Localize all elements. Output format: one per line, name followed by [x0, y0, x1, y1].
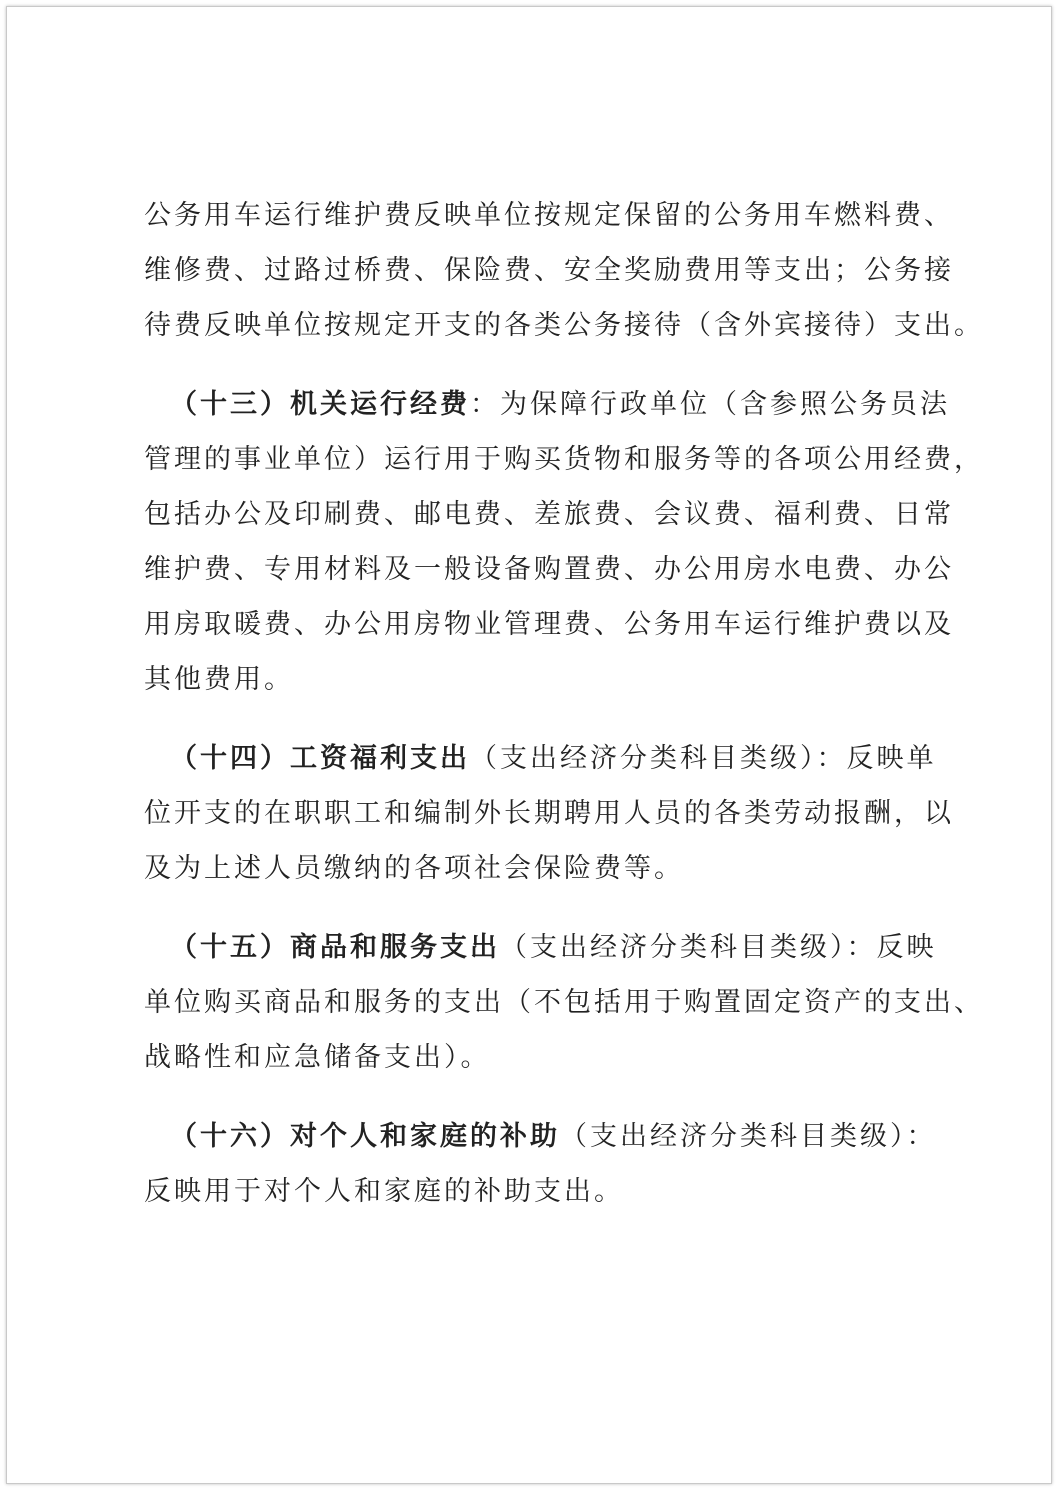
paragraph-item-14	[144, 731, 954, 896]
section-heading: （十三）机关运行经费	[170, 389, 470, 420]
text-line: 战略性和应急储备支出）。	[144, 1042, 491, 1073]
text-line: 待费反映单位按规定开支的各类公务接待（含外宾接待）支出。	[144, 310, 984, 341]
text-line: 公务用车运行维护费反映单位按规定保留的公务用车燃料费、	[144, 200, 954, 231]
document-body	[144, 188, 984, 1219]
text-line: 管理的事业单位）运行用于购买货物和服务等的各项公用经费，	[144, 444, 984, 475]
heading-continuation: （支出经济分类科目类级）：反映	[500, 932, 937, 963]
paragraph-item-16	[144, 1109, 954, 1219]
section-heading: （十六）对个人和家庭的补助	[170, 1121, 560, 1152]
section-heading: （十四）工资福利支出	[170, 743, 470, 774]
text-line: 反映用于对个人和家庭的补助支出。	[144, 1176, 624, 1207]
section-heading: （十五）商品和服务支出	[170, 932, 500, 963]
heading-continuation: （支出经济分类科目类级）：	[560, 1121, 937, 1152]
paragraph-vehicle-costs	[144, 188, 984, 353]
paragraph-item-15	[144, 920, 984, 1085]
heading-continuation: （支出经济分类科目类级）：反映单	[470, 743, 937, 774]
text-line	[144, 920, 954, 975]
text-line: 维修费、过路过桥费、保险费、安全奖励费用等支出；公务接	[144, 255, 954, 286]
text-line: 位开支的在职职工和编制外长期聘用人员的各类劳动报酬，以	[144, 798, 954, 829]
text-line: 维护费、专用材料及一般设备购置费、办公用房水电费、办公	[144, 554, 954, 585]
text-line: 及为上述人员缴纳的各项社会保险费等。	[144, 853, 684, 884]
paragraph-item-13	[144, 377, 984, 707]
heading-continuation: ：为保障行政单位（含参照公务员法	[470, 389, 950, 420]
text-line	[144, 1109, 954, 1164]
text-line	[144, 731, 954, 786]
text-line: 用房取暖费、办公用房物业管理费、公务用车运行维护费以及	[144, 609, 954, 640]
text-line: 其他费用。	[144, 664, 294, 695]
document-page	[6, 6, 1052, 1484]
text-line	[144, 377, 954, 432]
text-line: 单位购买商品和服务的支出（不包括用于购置固定资产的支出、	[144, 987, 984, 1018]
text-line: 包括办公及印刷费、邮电费、差旅费、会议费、福利费、日常	[144, 499, 954, 530]
